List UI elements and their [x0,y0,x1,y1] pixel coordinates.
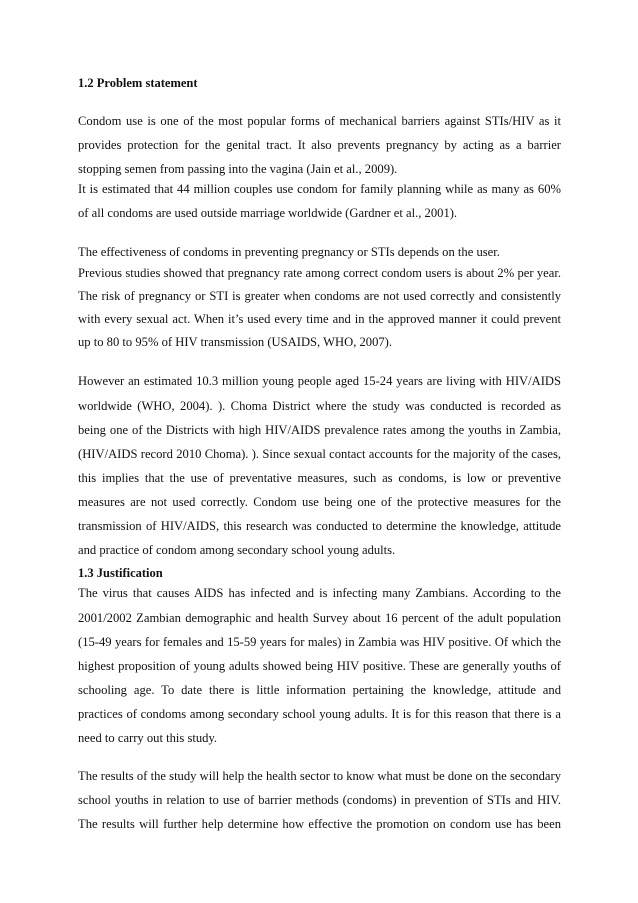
paragraph-line: transmission of HIV/AIDS, this research was conducted to determine the knowledge, attitude [78,519,561,533]
paragraph-line: However an estimated 10.3 million young people aged 15-24 years are living with HIV/AIDS [78,374,561,388]
paragraph-line: need to carry out this study. [78,731,218,745]
paragraph-line: provides protection for the genital tract. It also prevents pregnancy by acting as a barrier [78,138,561,152]
paragraph-line: being one of the Districts with high HIV/AIDS prevalence rates among the youths in Zambia, [78,423,561,437]
heading-problem-statement: 1.2 Problem statement [78,76,198,90]
paragraph-line: and practice of condom among secondary school young adults. [78,543,396,557]
paragraph-line: It is estimated that 44 million couples use condom for family planning while as many as 60% [78,182,561,196]
paragraph-line: stopping semen from passing into the vagina (Jain et al., 2009). [78,162,398,176]
paragraph-line: Condom use is one of the most popular forms of mechanical barriers against STIs/HIV as it [78,114,561,128]
paragraph-line: (15-49 years for females and 15-59 years for males) in Zambia was HIV positive. Of which the [78,635,561,649]
paragraph-line: worldwide (WHO, 2004). ). Choma District where the study was conducted is recorded as [78,399,561,413]
paragraph-line: of all condoms are used outside marriage worldwide (Gardner et al., 2001). [78,206,458,220]
paragraph-line: this implies that the use of preventative measures, such as condoms, is low or preventive [78,471,561,485]
paragraph-line: up to 80 to 95% of HIV transmission (USAIDS, WHO, 2007). [78,335,393,349]
paragraph-line: 2001/2002 Zambian demographic and health Survey about 16 percent of the adult population [78,611,561,625]
paragraph-line: The virus that causes AIDS has infected and is infecting many Zambians. According to the [78,586,561,600]
paragraph-line: The effectiveness of condoms in preventing pregnancy or STIs depends on the user. [78,245,500,259]
paragraph-line: Previous studies showed that pregnancy rate among correct condom users is about 2% per year. [78,266,561,280]
paragraph-line: school youths in relation to use of barrier methods (condoms) in prevention of STIs and HIV. [78,793,561,807]
paragraph-line: highest proposition of young adults showed being HIV positive. These are generally youths of [78,659,561,673]
paragraph-line: with every sexual act. When it’s used every time and in the approved manner it could prevent [78,312,561,326]
paragraph-line: (HIV/AIDS record 2010 Choma). ). Since sexual contact accounts for the majority of the cases, [78,447,561,461]
paragraph-line: The risk of pregnancy or STI is greater when condoms are not used correctly and consistently [78,289,561,303]
paragraph-line: The results will further help determine how effective the promotion on condom use has been [78,817,561,831]
paragraph-line: The results of the study will help the health sector to know what must be done on the secondary [78,769,561,783]
paragraph-line: practices of condoms among secondary school young adults. It is for this reason that there is a [78,707,561,721]
paragraph-line: measures are not used correctly. Condom use being one of the protective measures for the [78,495,561,509]
paragraph-line: schooling age. To date there is little information pertaining the knowledge, attitude and [78,683,561,697]
heading-justification: 1.3 Justification [78,566,163,580]
